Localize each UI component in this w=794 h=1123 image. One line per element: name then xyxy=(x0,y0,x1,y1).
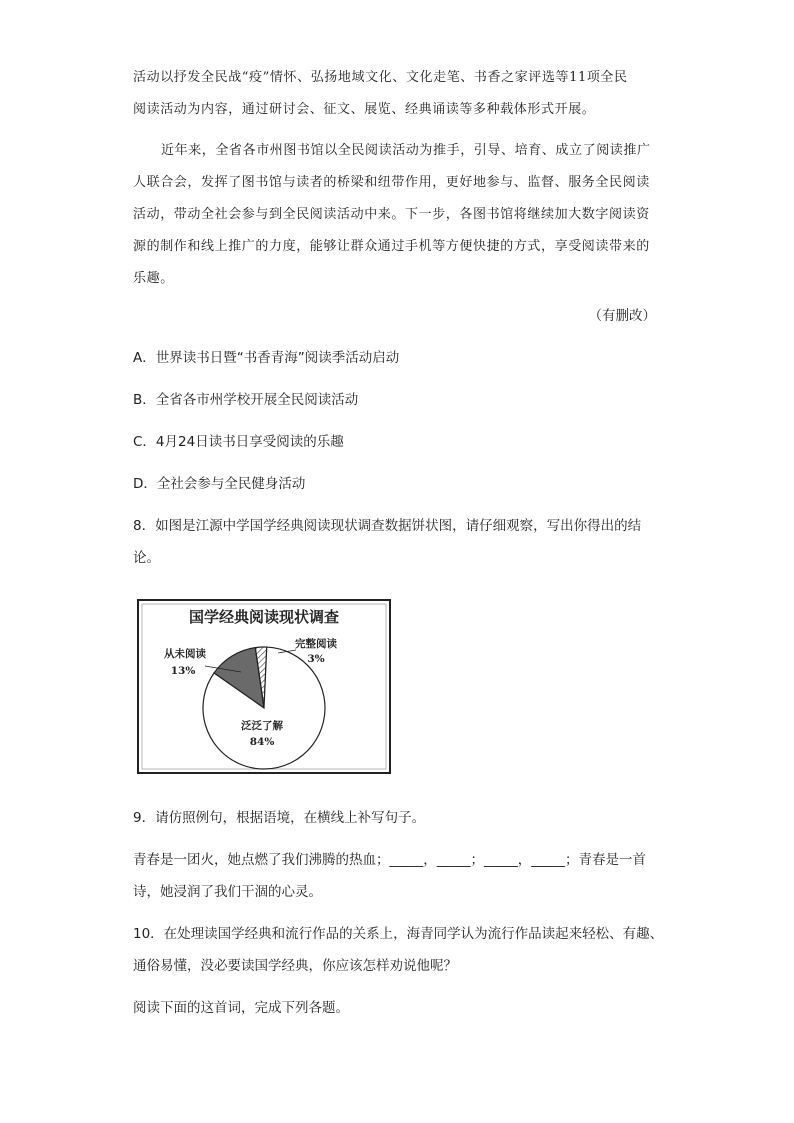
passage-para2-line5: 乐趣。 xyxy=(133,271,174,286)
option-d: D．全社会参与全民健身活动 xyxy=(133,476,306,492)
reading-intro: 阅读下面的这首词，完成下列各题。 xyxy=(133,1000,349,1016)
source-note: （有删改） xyxy=(588,308,656,324)
slice-value-general: 84% xyxy=(249,736,275,748)
slice-value-never-read: 13% xyxy=(170,665,196,677)
q10-line2: 通俗易懂，没必要读国学经典，你应该怎样劝说他呢？ xyxy=(133,958,457,974)
chart-title: 国学经典阅读现状调查 xyxy=(188,608,340,626)
q9-line2: 青春是一团火，她点燃了我们沸腾的热血；_____，_____；_____，_____；青春是一首 xyxy=(133,852,646,868)
passage-para2-line2: 人联合会，发挥了图书馆与读者的桥梁和纽带作用，更好地参与、监督、服务全民阅读 xyxy=(133,175,650,190)
slice-label-general: 泛泛了解 xyxy=(241,720,283,732)
passage-para2-line3: 活动，带动全社会参与到全民阅读活动中来。下一步，各图书馆将继续加大数字阅读资 xyxy=(133,207,650,222)
q8-line2: 论。 xyxy=(133,550,160,566)
pie-chart-figure xyxy=(133,596,391,774)
slice-label-never-read: 从未阅读 xyxy=(164,648,206,660)
option-b: B．全省各市州学校开展全民阅读活动 xyxy=(133,392,359,408)
q10-line1: 10．在处理读国学经典和流行作品的关系上，海青同学认为流行作品读起来轻松、有趣、 xyxy=(133,926,664,942)
passage-para1-line1: 活动以抒发全民战“疫”情怀、弘扬地域文化、文化走笔、书香之家评选等11项全民 xyxy=(133,70,628,85)
q9-line1: 9．请仿照例句，根据语境，在横线上补写句子。 xyxy=(133,810,426,826)
option-c: C．4月24日读书日享受阅读的乐趣 xyxy=(133,434,344,450)
q8-line1: 8．如图是江源中学国学经典阅读现状调查数据饼状图，请仔细观察，写出你得出的结 xyxy=(133,518,642,534)
passage-para1-line2: 阅读活动为内容，通过研讨会、征文、展览、经典诵读等多种载体形式开展。 xyxy=(133,102,596,117)
slice-value-full-read: 3% xyxy=(307,653,325,665)
q9-line3: 诗，她浸润了我们干涸的心灵。 xyxy=(133,884,322,900)
option-a: A．世界读书日暨“书香青海”阅读季活动启动 xyxy=(133,350,400,366)
passage-para2-line1: 近年来，全省各市州图书馆以全民阅读活动为推手，引导、培育、成立了阅读推广 xyxy=(161,143,651,158)
pie-chart xyxy=(133,596,391,774)
passage-para2-line4: 源的制作和线上推广的力度，能够让群众通过手机等方便快捷的方式，享受阅读带来的 xyxy=(133,239,650,254)
slice-label-full-read: 完整阅读 xyxy=(295,638,337,650)
